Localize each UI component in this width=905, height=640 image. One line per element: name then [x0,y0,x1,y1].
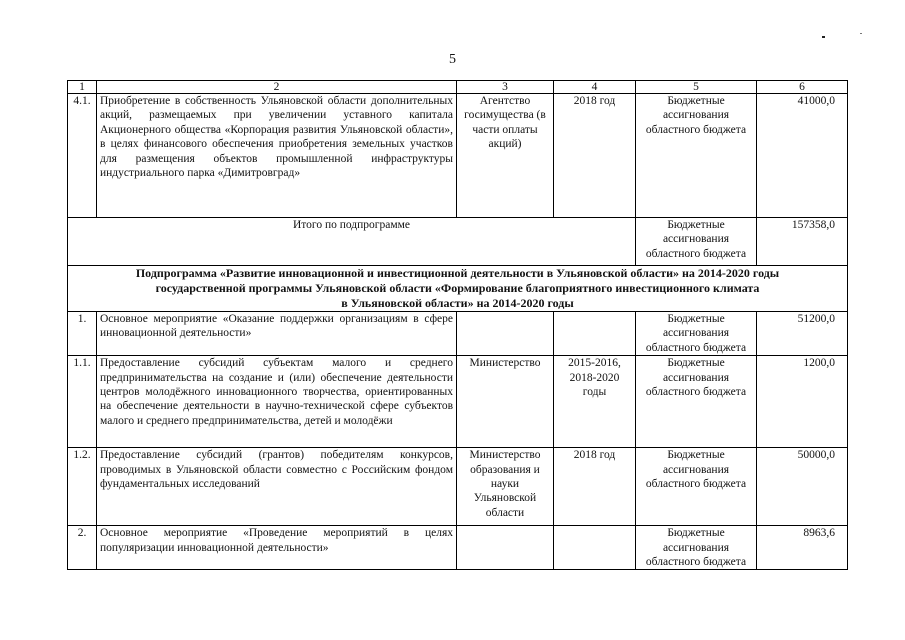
table-row-1 [68,312,848,356]
row-amount: 8963,6 [757,526,848,570]
subprogram-title [68,266,848,312]
scan-speck [822,36,825,38]
row-funding-source: Бюджетные ассигнования областного бюджета [636,448,757,526]
row-period [554,526,636,570]
row-funding-source: Бюджетные ассигнования областного бюджета [636,94,757,218]
table-row-1-2 [68,448,848,526]
subprogram-title-line-3: в Ульяновской области» на 2014-2020 годы [341,296,574,310]
row-funding-source: Бюджетные ассигнования областного бюджета [636,526,757,570]
row-number: 1. [68,312,97,356]
row-executor: Агентство госимущества (в части оплаты акций) [457,94,554,218]
row-period: 2018 год [554,94,636,218]
row-description: Основное мероприятие «Проведение мероприятий в целях популяризации инновационной деятельности» [97,526,457,570]
row-number: 4.1. [68,94,97,218]
col-number-2: 2 [97,81,457,94]
total-funding-source: Бюджетные ассигнования областного бюджета [636,218,757,266]
row-executor: Министерство образования и науки Ульяновской области [457,448,554,526]
total-amount: 157358,0 [757,218,848,266]
col-number-6: 6 [757,81,848,94]
row-amount: 1200,0 [757,356,848,448]
row-number: 2. [68,526,97,570]
column-number-row [68,81,848,94]
row-period [554,312,636,356]
row-description: Приобретение в собственность Ульяновской области дополнительных акций, размещаемых при увеличении уставного капитала Акционерного общества «Корпорация развития Ульяновской области», в целях финансового обеспечения приобретения земельных участков для размещения объектов промышленной инфраструктуры индустриального парка «Димитровград» [97,94,457,218]
row-funding-source: Бюджетные ассигнования областного бюджета [636,312,757,356]
row-period: 2018 год [554,448,636,526]
row-amount: 50000,0 [757,448,848,526]
budget-table [67,80,848,570]
table-row-1-1 [68,356,848,448]
subprogram-title-line-2: государственной программы Ульяновской области «Формирование благоприятного инвестиционного климата [155,281,760,295]
page-number: 5 [449,52,456,67]
col-number-4: 4 [554,81,636,94]
row-description: Предоставление субсидий субъектам малого и среднего предпринимательства на создание и (или) обеспечение деятельности центров молодёжного инновационного творчества, ориентированных на обеспечение деятельности в научно-технической сфере субъектов малого и среднего предпринимательства, детей и молодёжи [97,356,457,448]
row-executor [457,526,554,570]
table-row-4-1 [68,94,848,218]
subprogram-title-line-1: Подпрограмма «Развитие инновационной и инвестиционной деятельности в Ульяновской области» на 2014-2020 годы [135,266,780,280]
subprogram-header-row [68,266,848,312]
col-number-3: 3 [457,81,554,94]
row-period: 2015-2016, 2018-2020 годы [554,356,636,448]
col-number-5: 5 [636,81,757,94]
subprogram-total-row [68,218,848,266]
scan-speck [860,33,862,34]
row-number: 1.1. [68,356,97,448]
table-row-2 [68,526,848,570]
row-number: 1.2. [68,448,97,526]
row-funding-source: Бюджетные ассигнования областного бюджета [636,356,757,448]
row-description: Предоставление субсидий (грантов) победителям конкурсов, проводимых в Ульяновской области совместно с Российским фондом фундаментальных исследований [97,448,457,526]
row-description: Основное мероприятие «Оказание поддержки организациям в сфере инновационной деятельности» [97,312,457,356]
row-executor: Министерство [457,356,554,448]
row-amount: 41000,0 [757,94,848,218]
row-amount: 51200,0 [757,312,848,356]
row-executor [457,312,554,356]
total-label: Итого по подпрограмме [68,218,636,266]
col-number-1: 1 [68,81,97,94]
